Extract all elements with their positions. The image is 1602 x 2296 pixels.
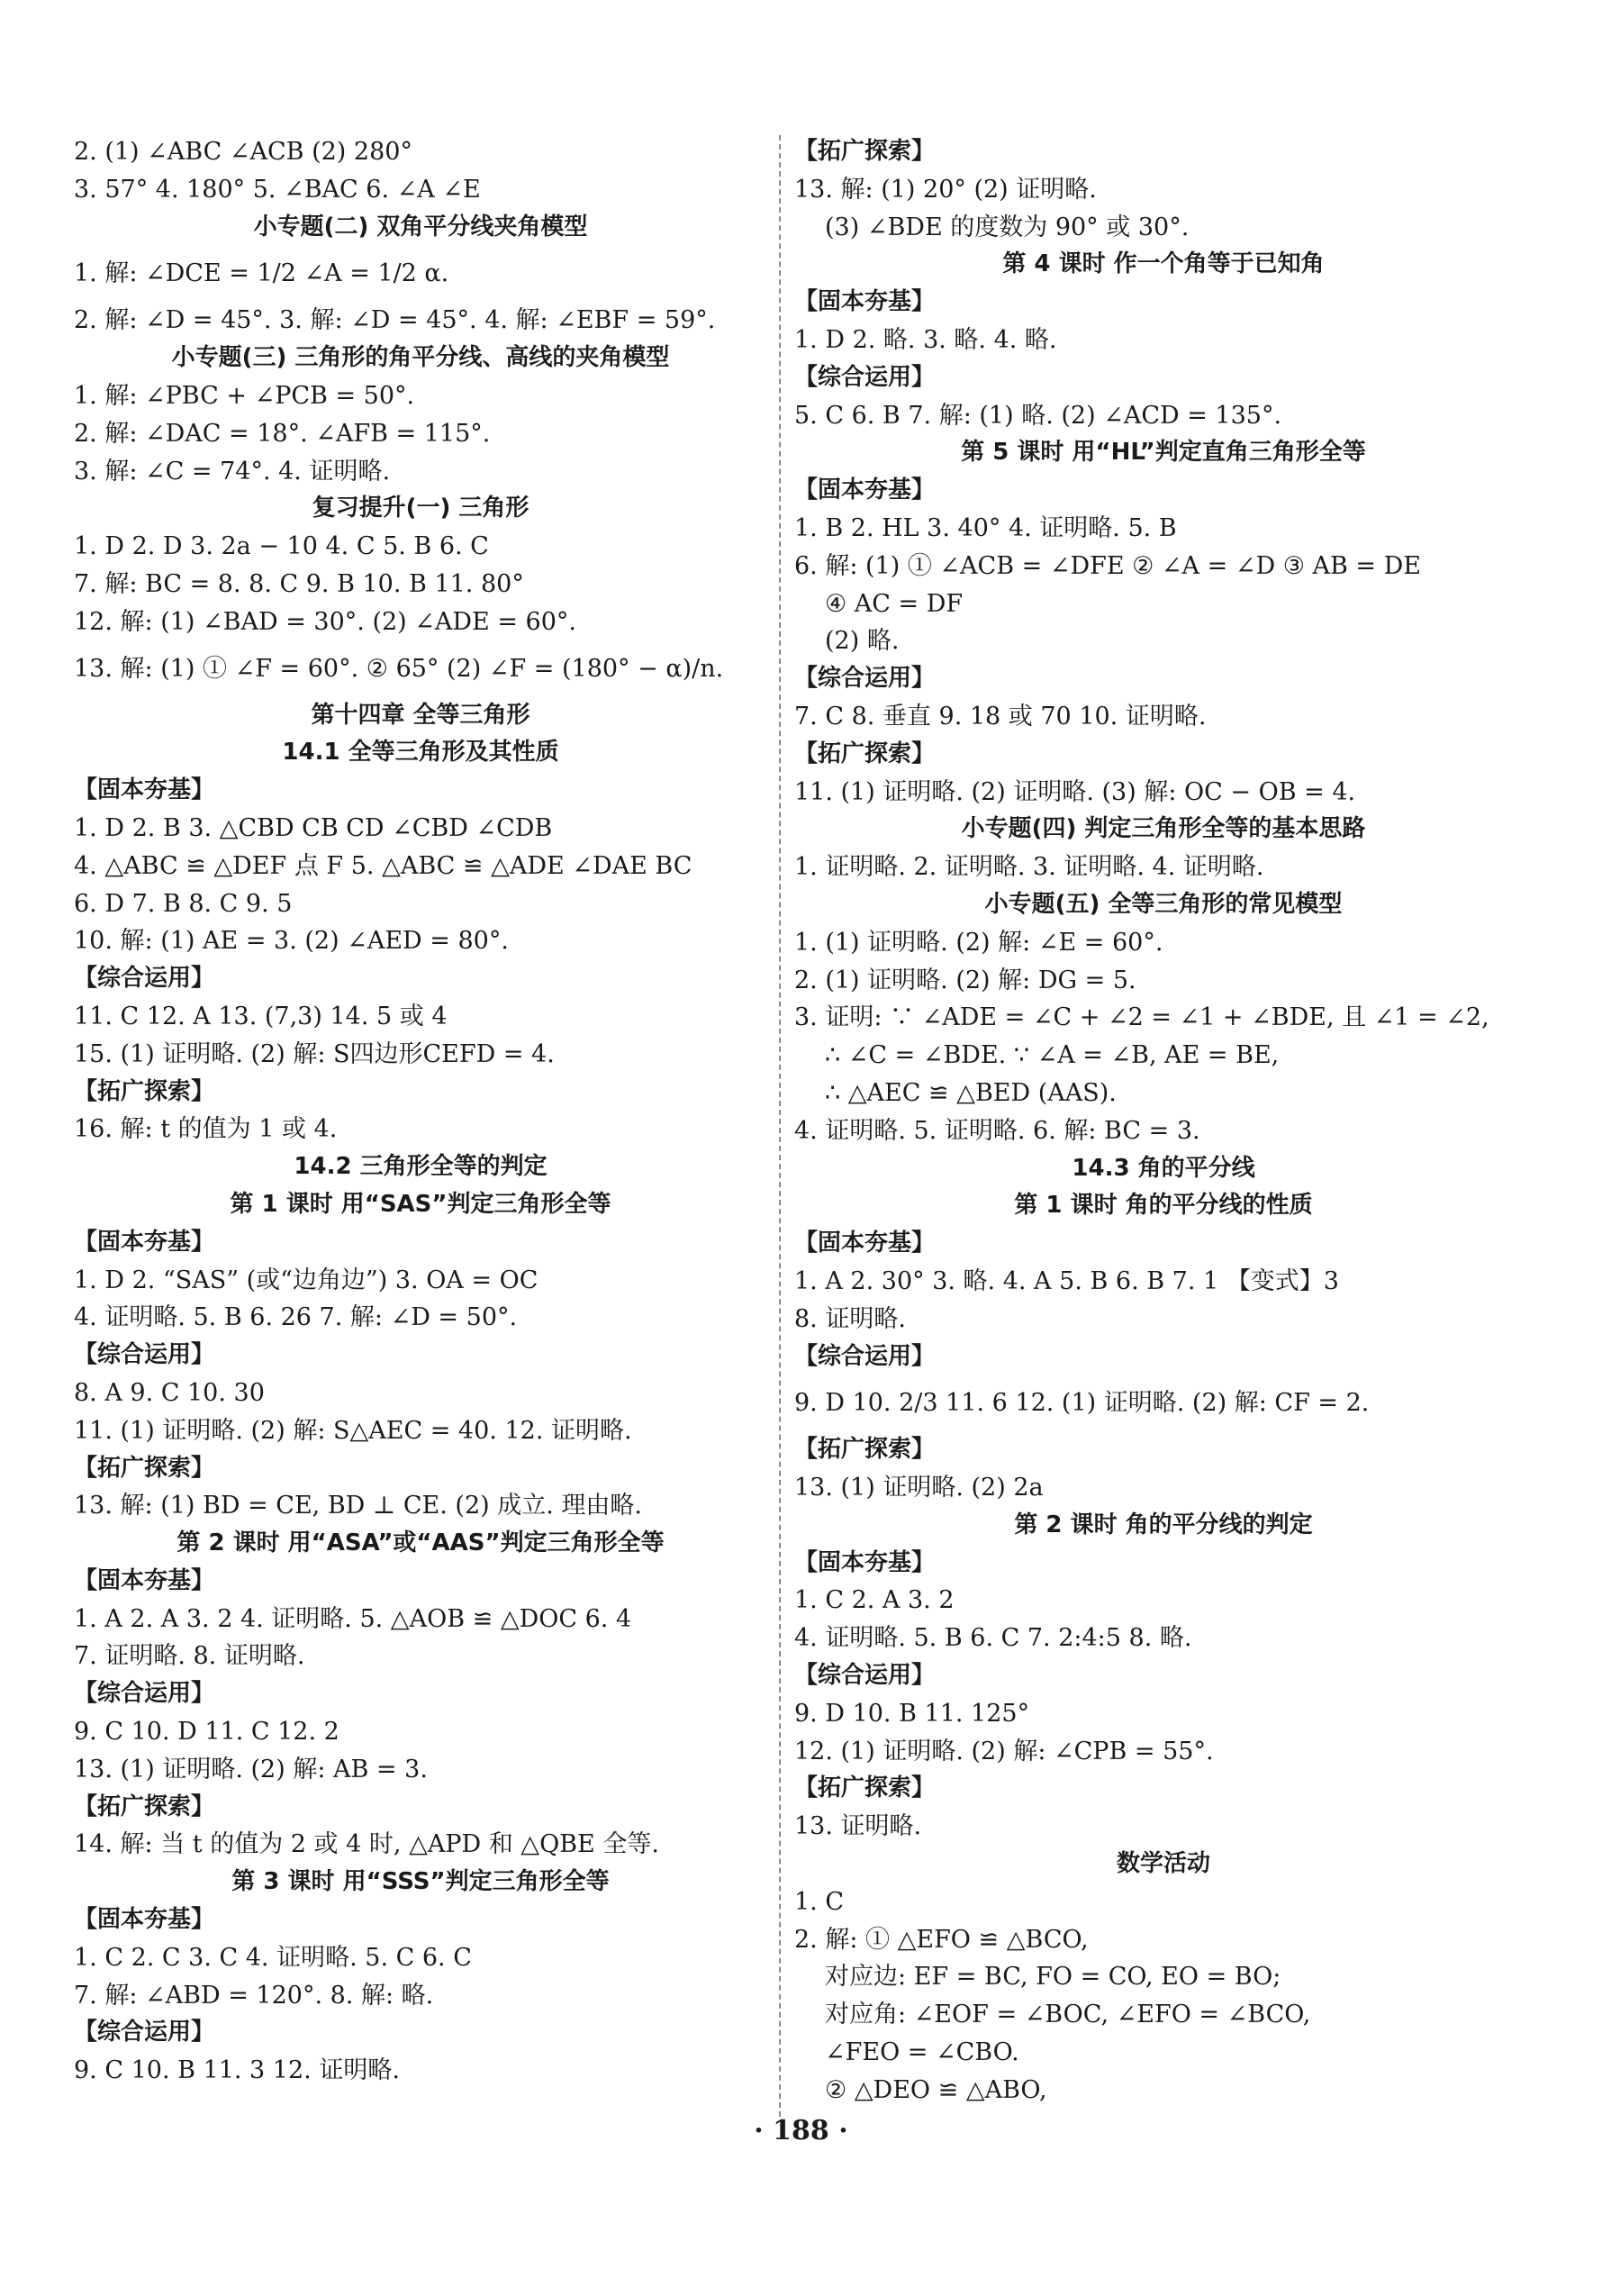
answer-line: 1. 证明略. 2. 证明略. 3. 证明略. 4. 证明略. <box>794 853 1264 882</box>
section-heading: 小专题(二) 双角平分线夹角模型 <box>253 213 588 240</box>
answer-line: 1. A 2. A 3. 2 4. 证明略. 5. △AOB ≌ △DOC 6. 4 <box>74 1604 632 1633</box>
subsection-label: 【固本夯基】 <box>794 1548 936 1576</box>
answer-line: 4. 证明略. 5. B 6. C 7. 2:4:5 8. 略. <box>794 1624 1192 1653</box>
section-heading: 第 2 课时 用“ASA”或“AAS”判定三角形全等 <box>176 1529 665 1557</box>
section-heading: 第 3 课时 用“SSS”判定三角形全等 <box>231 1868 610 1896</box>
answer-line: 11. (1) 证明略. (2) 解: S△AEC = 40. 12. 证明略. <box>74 1416 632 1445</box>
answer-line: 1. 解: ∠PBC + ∠PCB = 50°. <box>74 381 415 410</box>
answer-line-continued: ∠FEO = ∠CBO. <box>825 2038 1019 2067</box>
answer-line-continued: ∴ △AEC ≌ △BED (AAS). <box>825 1078 1117 1107</box>
subsection-label: 【综合运用】 <box>74 965 215 993</box>
section-heading: 数学活动 <box>1116 1850 1210 1878</box>
subsection-label: 【综合运用】 <box>794 1662 936 1690</box>
answer-line: 6. 解: (1) ① ∠ACB = ∠DFE ② ∠A = ∠D ③ AB = DE <box>794 551 1421 580</box>
answer-line: 7. 解: ∠ABD = 120°. 8. 解: 略. <box>74 1981 434 2010</box>
answer-line: 2. 解: ① △EFO ≌ △BCO, <box>794 1925 1089 1954</box>
answer-line-continued: (2) 略. <box>825 627 900 656</box>
answer-line: 3. 解: ∠C = 74°. 4. 证明略. <box>74 457 391 486</box>
answer-line: 1. 解: ∠DCE = 1/2 ∠A = 1/2 α. <box>74 259 449 288</box>
answer-line: 2. 解: ∠DAC = 18°. ∠AFB = 115°. <box>74 419 491 448</box>
answer-line: 9. C 10. D 11. C 12. 2 <box>74 1718 339 1747</box>
answer-line-continued: ② △DEO ≌ △ABO, <box>825 2075 1047 2104</box>
answer-line: 5. C 6. B 7. 解: (1) 略. (2) ∠ACD = 135°. <box>794 401 1282 430</box>
answer-line: 4. △ABC ≌ △DEF 点 F 5. △ABC ≌ △ADE ∠DAE BC <box>74 851 692 880</box>
subsection-label: 【综合运用】 <box>794 665 936 693</box>
answer-line: 7. 证明略. 8. 证明略. <box>74 1642 305 1671</box>
subsection-label: 【综合运用】 <box>794 363 936 391</box>
answer-line: 2. (1) 证明略. (2) 解: DG = 5. <box>794 966 1136 994</box>
subsection-label: 【综合运用】 <box>74 1341 215 1369</box>
section-heading: 复习提升(一) 三角形 <box>312 495 529 522</box>
subsection-label: 【固本夯基】 <box>794 1230 936 1257</box>
answer-line: 1. (1) 证明略. (2) 解: ∠E = 60°. <box>794 928 1163 957</box>
answer-line: 3. 57° 4. 180° 5. ∠BAC 6. ∠A ∠E <box>74 175 481 204</box>
subsection-label: 【拓广探索】 <box>794 1436 936 1464</box>
answer-line: 9. D 10. 2/3 11. 6 12. (1) 证明略. (2) 解: CF = 2. <box>794 1389 1370 1418</box>
answer-line: 1. D 2. “SAS” (或“边角边”) 3. OA = OC <box>74 1266 539 1294</box>
answer-line: 1. C <box>794 1887 845 1916</box>
answer-line: 16. 解: t 的值为 1 或 4. <box>74 1115 338 1144</box>
answer-line: 14. 解: 当 t 的值为 2 或 4 时, △APD 和 △QBE 全等. <box>74 1830 659 1859</box>
subsection-label: 【拓广探索】 <box>74 1454 215 1482</box>
section-heading: 14.2 三角形全等的判定 <box>294 1153 548 1181</box>
answer-line: 1. D 2. D 3. 2a − 10 4. C 5. B 6. C <box>74 532 489 561</box>
answer-line: 1. C 2. C 3. C 4. 证明略. 5. C 6. C <box>74 1943 472 1972</box>
left-column <box>74 133 767 2090</box>
answer-line: 13. (1) 证明略. (2) 2a <box>794 1474 1044 1502</box>
section-heading: 小专题(三) 三角形的角平分线、高线的夹角模型 <box>171 344 670 372</box>
answer-line: 1. C 2. A 3. 2 <box>794 1586 955 1615</box>
section-heading: 小专题(四) 判定三角形全等的基本思路 <box>961 815 1366 843</box>
answer-line: 3. 证明: ∵ ∠ADE = ∠C + ∠2 = ∠1 + ∠BDE, 且 ∠1 = ∠2, <box>794 1003 1489 1032</box>
answer-line: 7. 解: BC = 8. 8. C 9. B 10. B 11. 80° <box>74 569 524 598</box>
answer-line: 1. B 2. HL 3. 40° 4. 证明略. 5. B <box>794 513 1177 542</box>
answer-line-continued: ∴ ∠C = ∠BDE. ∵ ∠A = ∠B, AE = BE, <box>825 1041 1280 1070</box>
section-heading: 第 4 课时 作一个角等于已知角 <box>1002 250 1325 278</box>
answer-line: 12. (1) 证明略. (2) 解: ∠CPB = 55°. <box>794 1737 1214 1765</box>
right-column <box>794 133 1533 2110</box>
answer-line: 13. 解: (1) 20° (2) 证明略. <box>794 175 1097 204</box>
answer-line: 13. (1) 证明略. (2) 解: AB = 3. <box>74 1755 428 1783</box>
answer-line: 11. (1) 证明略. (2) 证明略. (3) 解: OC − OB = 4. <box>794 777 1356 806</box>
answer-line: 4. 证明略. 5. B 6. 26 7. 解: ∠D = 50°. <box>74 1303 518 1332</box>
section-heading: 14.1 全等三角形及其性质 <box>282 739 559 767</box>
answer-line-continued: 对应角: ∠EOF = ∠BOC, ∠EFO = ∠BCO, <box>825 2001 1311 2029</box>
answer-line: 1. D 2. 略. 3. 略. 4. 略. <box>794 325 1057 354</box>
answer-line: 7. C 8. 垂直 9. 18 或 70 10. 证明略. <box>794 702 1207 731</box>
section-heading: 第 1 课时 角的平分线的性质 <box>1014 1192 1313 1220</box>
answer-line: 9. D 10. B 11. 125° <box>794 1699 1030 1728</box>
answer-line-continued: ④ AC = DF <box>825 589 964 618</box>
section-heading: 第十四章 全等三角形 <box>311 701 530 729</box>
answer-line: 1. D 2. B 3. △CBD CB CD ∠CBD ∠CDB <box>74 813 553 842</box>
answer-line-continued: 对应边: EF = BC, FO = CO, EO = BO; <box>825 1963 1281 1992</box>
subsection-label: 【综合运用】 <box>74 1680 215 1708</box>
subsection-label: 【固本夯基】 <box>794 476 936 504</box>
subsection-label: 【拓广探索】 <box>74 1077 215 1105</box>
subsection-label: 【拓广探索】 <box>794 1774 936 1802</box>
column-divider <box>779 135 781 2117</box>
section-heading: 第 2 课时 角的平分线的判定 <box>1014 1511 1313 1538</box>
subsection-label: 【综合运用】 <box>74 2019 215 2046</box>
subsection-label: 【拓广探索】 <box>74 1792 215 1820</box>
answer-line: 6. D 7. B 8. C 9. 5 <box>74 889 293 918</box>
answer-line: 13. 证明略. <box>794 1812 922 1841</box>
answer-line-continued: (3) ∠BDE 的度数为 90° 或 30°. <box>825 213 1190 241</box>
subsection-label: 【拓广探索】 <box>794 138 936 165</box>
subsection-label: 【固本夯基】 <box>74 1228 215 1256</box>
subsection-label: 【综合运用】 <box>794 1342 936 1370</box>
subsection-label: 【固本夯基】 <box>74 1566 215 1594</box>
subsection-label: 【拓广探索】 <box>794 740 936 767</box>
page-number: · 188 · <box>754 2115 848 2146</box>
answer-line: 8. A 9. C 10. 30 <box>74 1378 265 1407</box>
answer-line: 2. 解: ∠D = 45°. 3. 解: ∠D = 45°. 4. 解: ∠EBF = 59°. <box>74 306 716 335</box>
answer-line: 11. C 12. A 13. (7,3) 14. 5 或 4 <box>74 1002 448 1030</box>
subsection-label: 【固本夯基】 <box>74 1906 215 1934</box>
section-heading: 小专题(五) 全等三角形的常见模型 <box>984 890 1343 918</box>
section-heading: 第 5 课时 用“HL”判定直角三角形全等 <box>961 439 1366 467</box>
answer-line: 13. 解: (1) ① ∠F = 60°. ② 65° (2) ∠F = (180° − α)/n. <box>74 654 724 683</box>
subsection-label: 【固本夯基】 <box>794 288 936 316</box>
section-heading: 第 1 课时 用“SAS”判定三角形全等 <box>230 1190 611 1218</box>
answer-line: 2. (1) ∠ABC ∠ACB (2) 280° <box>74 138 412 166</box>
answer-line: 4. 证明略. 5. 证明略. 6. 解: BC = 3. <box>794 1116 1200 1145</box>
answer-line: 15. (1) 证明略. (2) 解: S四边形CEFD = 4. <box>74 1039 555 1068</box>
answer-line: 13. 解: (1) BD = CE, BD ⊥ CE. (2) 成立. 理由略. <box>74 1492 642 1520</box>
answer-line: 9. C 10. B 11. 3 12. 证明略. <box>74 2056 400 2085</box>
subsection-label: 【固本夯基】 <box>74 776 215 804</box>
section-heading: 14.3 角的平分线 <box>1072 1154 1255 1182</box>
answer-line: 1. A 2. 30° 3. 略. 4. A 5. B 6. B 7. 1 【变式】3 <box>794 1266 1339 1295</box>
answer-line: 10. 解: (1) AE = 3. (2) ∠AED = 80°. <box>74 927 509 956</box>
answer-line: 8. 证明略. <box>794 1304 906 1333</box>
answer-line: 12. 解: (1) ∠BAD = 30°. (2) ∠ADE = 60°. <box>74 607 576 636</box>
